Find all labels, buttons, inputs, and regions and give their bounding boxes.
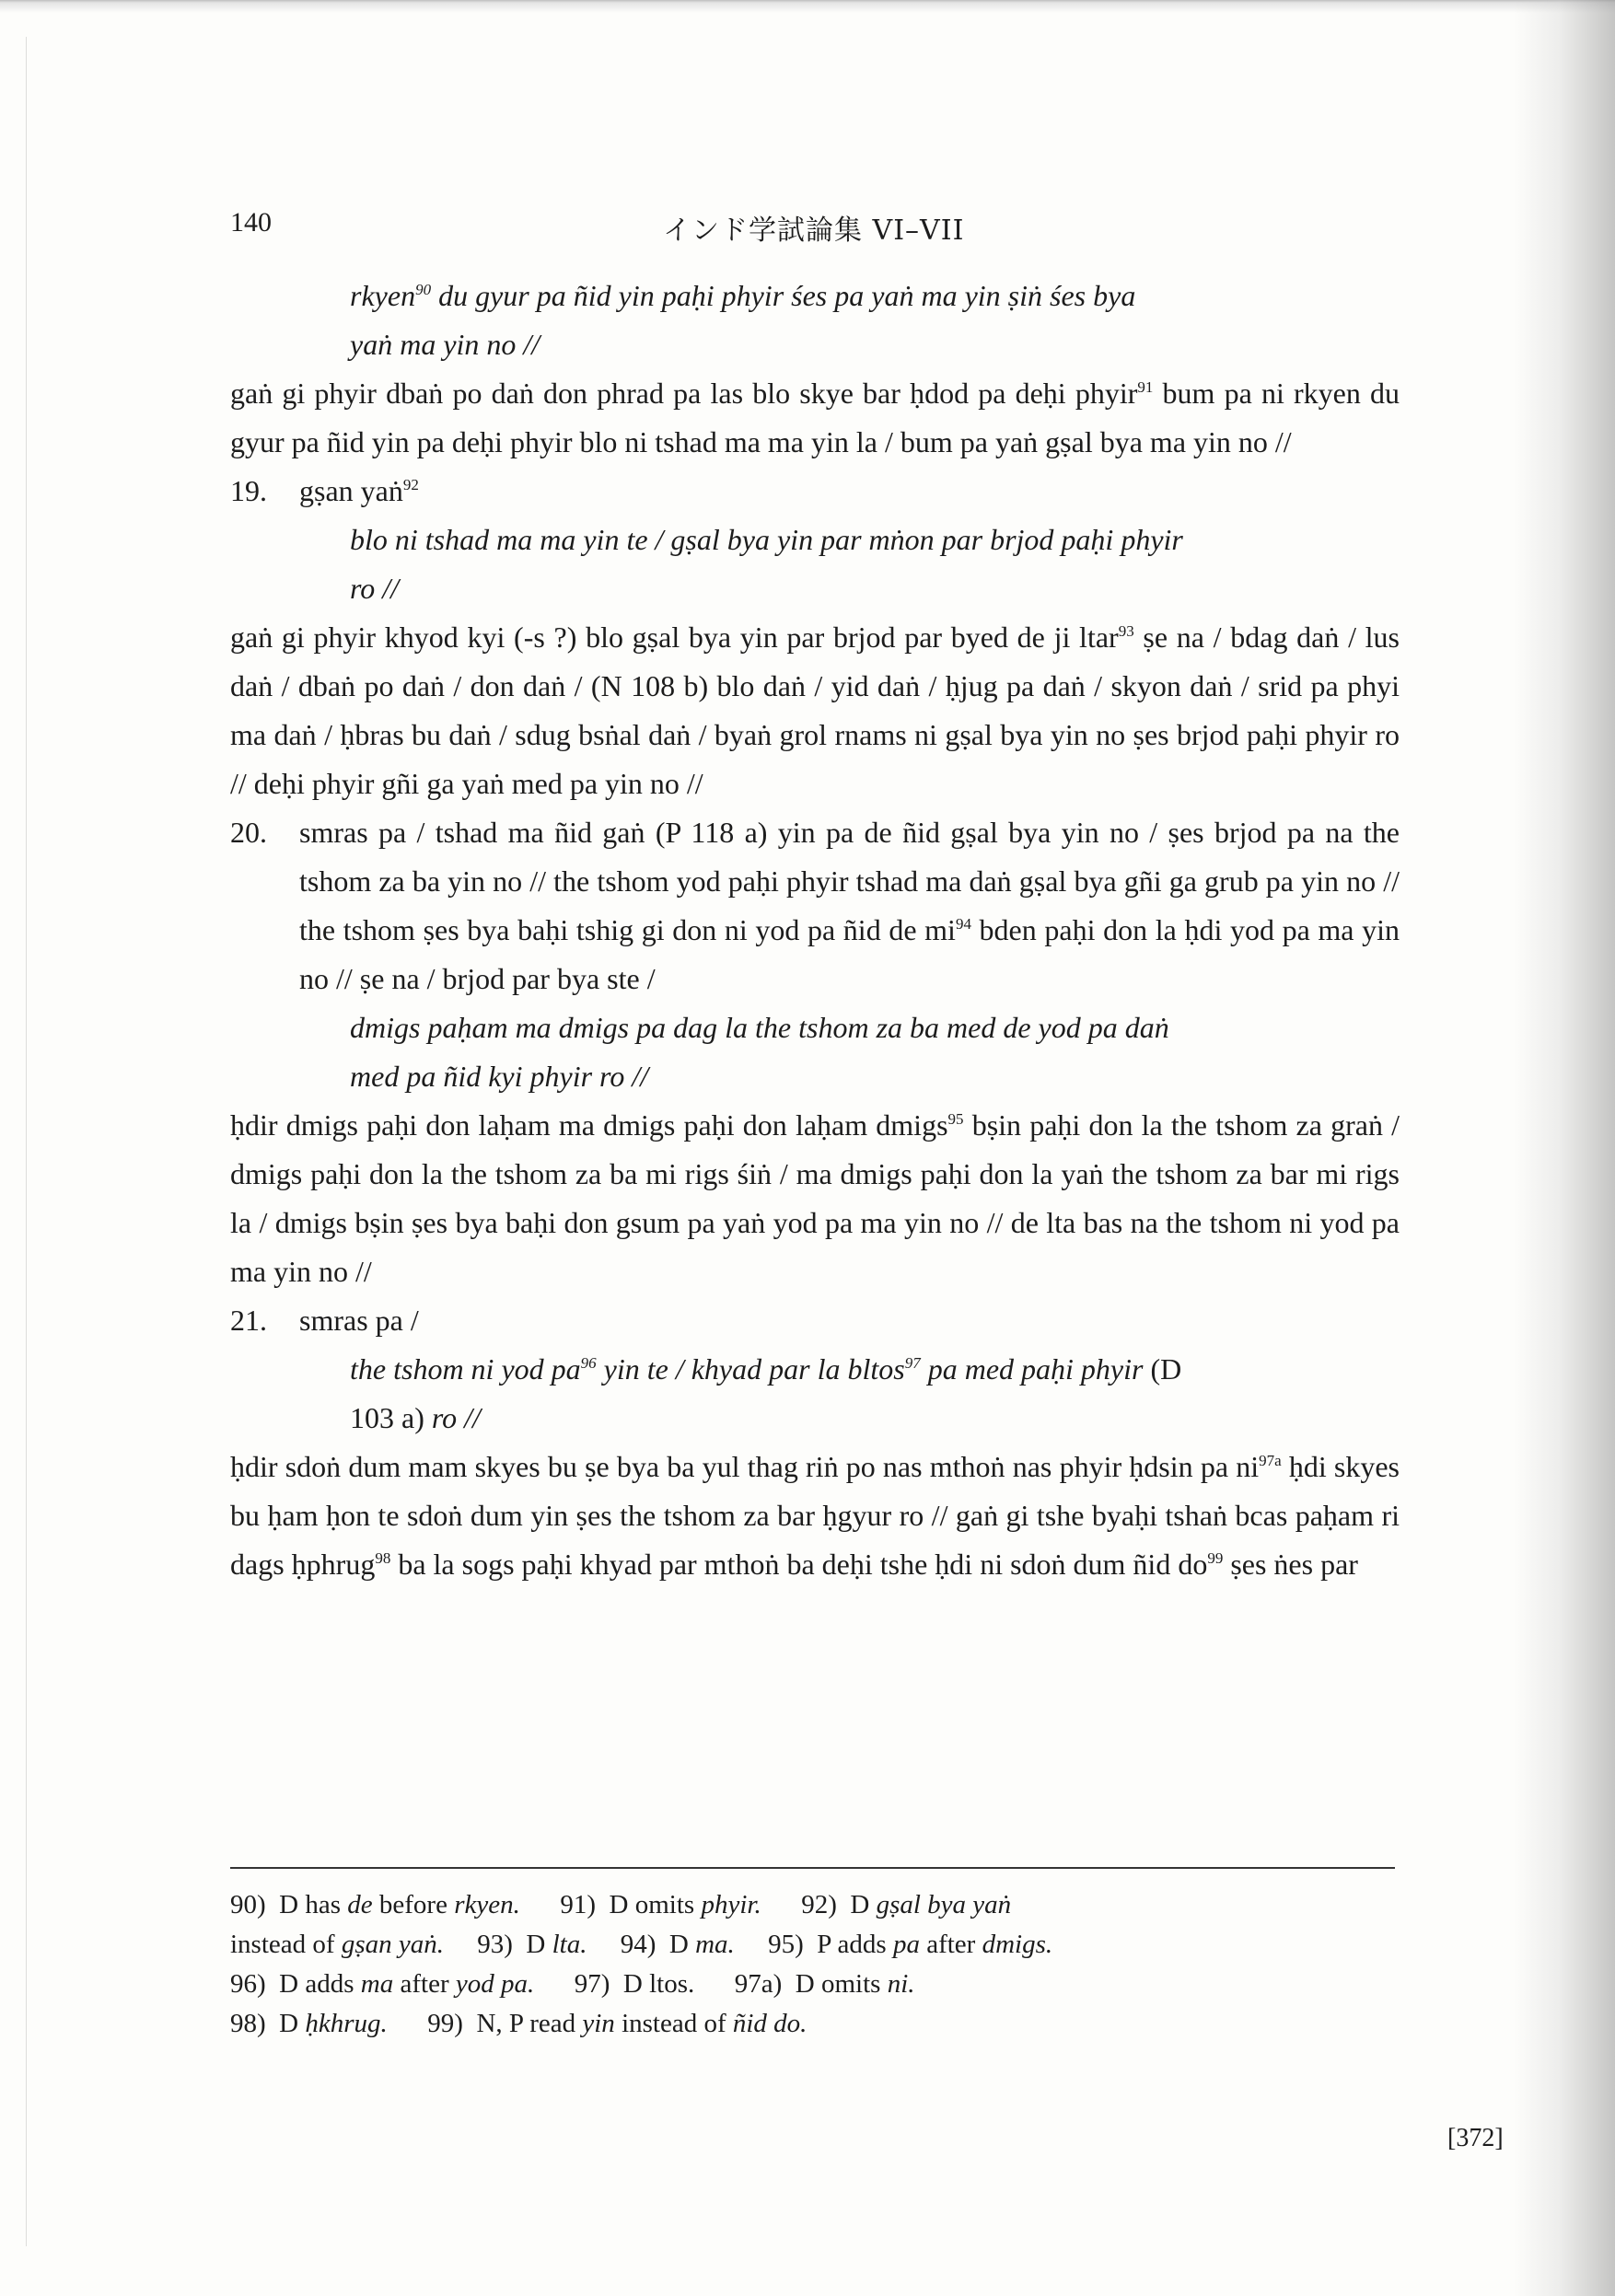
section-number: 20.: [230, 816, 267, 849]
verse-line: the tshom ni yod $pa^{96}$ yin te / khyad par la bltos$^{97}$ pa med paḥi phyir (D: [350, 1352, 1182, 1386]
footnote-96: 96) D adds ma after yod pa.: [230, 1969, 535, 1999]
footnote-line: [230, 1925, 1409, 1965]
verse-quote: [230, 1345, 1400, 1443]
footnote-line: [230, 2004, 1409, 2044]
verse-quote: [230, 272, 1400, 369]
running-title: インド学試論集 VI–VII: [663, 215, 965, 247]
footnote-rule: [230, 1867, 1395, 1869]
main-text: [230, 272, 1400, 1589]
scan-edge-left: [26, 37, 27, 2246]
footnote-91: 91) D omits phyir.: [560, 1890, 761, 1919]
footnote-line: [230, 1965, 1409, 2004]
verse-quote: [230, 516, 1400, 613]
footnote-ref[interactable]: 93: [1118, 622, 1134, 640]
footnote-ref[interactable]: 94: [955, 915, 971, 933]
footnote-92-cont: instead of gṣan yaṅ.: [230, 1930, 444, 1959]
folio-number: [372]: [1447, 2124, 1504, 2152]
footnote-99: 99) N, P read yin instead of ñid do.: [427, 2009, 808, 2038]
footnote-line: [230, 1885, 1409, 1925]
verse-line: med pa ñid kyi phyir ro //: [350, 1060, 649, 1093]
footnote-90: 90) D has de before rkyen.: [230, 1890, 520, 1919]
verse-line: rkyen$^{90}$ du gyur pa ñid yin paḥi phyir śes pa yaṅ ma yin ṣiṅ śes bya: [350, 279, 1136, 312]
commentary-paragraph: gaṅ gi phyir khyod kyi (-s ?) blo gṣal bya yin par brjod par byed de ji ltar$^{93}$ ṣe na / bdag daṅ / lus daṅ / dbaṅ po daṅ / don daṅ / (N 108 b) blo daṅ / yid daṅ / ḥjug pa daṅ / skyon daṅ / srid pa phyi ma daṅ / ḥbras bu daṅ / sdug bsṅal daṅ / byaṅ grol rnams ni gṣal bya yin no ṣes brjod paḥi phyir ro // deḥi phyir gñi ga yaṅ med pa yin no //: [230, 620, 1400, 800]
footnotes: [230, 1885, 1409, 2044]
verse-line: ro //: [350, 572, 400, 605]
footnote-92: 92) D gṣal bya yaṅ: [801, 1890, 1012, 1919]
footnote-93: 93) D lta.: [477, 1930, 587, 1959]
footnote-95: 95) P adds pa after dmigs.: [768, 1930, 1053, 1959]
section-number: 21.: [230, 1304, 267, 1337]
commentary-paragraph: gaṅ gi phyir dbaṅ po daṅ don phrad pa las blo skye bar ḥdod pa deḥi phyir$^{91}$ bum pa ni rkyen du gyur pa ñid yin pa deḥi phyir blo ni tshad ma ma yin la / bum pa yaṅ gṣal bya ma yin no //: [230, 377, 1400, 458]
page-number: 140: [230, 207, 272, 238]
footnote-ref[interactable]: 99: [1207, 1549, 1224, 1567]
footnote-94: 94) D ma.: [620, 1930, 735, 1959]
section-21: 21. smras pa /: [230, 1296, 1400, 1345]
section-number: 19.: [230, 474, 267, 507]
verse-line: dmigs paḥam ma dmigs pa dag la the tshom za ba med de yod pa daṅ: [350, 1011, 1169, 1044]
footnote-97a: 97a) D omits ni.: [734, 1969, 915, 1999]
footnote-98: 98) D ḥkhrug.: [230, 2009, 388, 2038]
footnote-ref[interactable]: 92: [402, 476, 419, 493]
footnote-ref[interactable]: 95: [947, 1110, 964, 1128]
footnote-ref[interactable]: 90: [415, 281, 432, 298]
scan-edge-top: [0, 0, 1615, 13]
footnote-ref[interactable]: 96: [580, 1354, 597, 1372]
section-19: 19. gṣan yaṅ$^{92}$: [230, 467, 1400, 516]
verse-quote: [230, 1003, 1400, 1101]
section-20: 20. smras pa / tshad ma ñid gaṅ (P 118 a) yin pa de ñid gṣal bya yin no / ṣes brjod pa na the tshom za ba yin no // the tshom yod paḥi phyir tshad ma daṅ gṣal bya gñi ga grub pa yin no // the tshom ṣes bya baḥi tshig gi don ni yod pa ñid de $mi^{94}$ bden paḥi don la ḥdi yod pa ma yin no // ṣe na / brjod par bya ste /: [230, 808, 1400, 1003]
footnote-ref[interactable]: 97: [904, 1354, 921, 1372]
verse-line: yaṅ ma yin no //: [350, 328, 540, 361]
footnote-97: 97) D ltos.: [574, 1969, 695, 1999]
scan-edge-right: [1514, 0, 1615, 2296]
footnote-ref[interactable]: 97a: [1259, 1452, 1282, 1469]
footnote-ref[interactable]: 98: [375, 1549, 391, 1567]
verse-line: blo ni tshad ma ma yin te / gṣal bya yin par mṅon par brjod paḥi phyir: [350, 523, 1183, 556]
footnote-ref[interactable]: 91: [1137, 378, 1154, 396]
verse-line: 103 a) ro //: [350, 1401, 481, 1434]
commentary-paragraph: ḥdir dmigs paḥi don laḥam ma dmigs paḥi don laḥam dmigs$^{95}$ bṣin paḥi don la the tshom za graṅ / dmigs paḥi don la the tshom za ba mi rigs śiṅ / ma dmigs paḥi don la yaṅ the tshom za bar mi rigs la / dmigs bṣin ṣes bya baḥi don gsum pa yaṅ yod pa ma yin no // de lta bas na the tshom ni yod pa ma yin no //: [230, 1108, 1400, 1288]
commentary-paragraph: ḥdir sdoṅ dum mam skyes bu ṣe bya ba yul thag riṅ po nas mthoṅ nas phyir ḥdsin pa $ni^{97a}$ ḥdi skyes bu ḥam ḥon te sdoṅ dum yin ṣes the tshom za bar ḥgyur ro // gaṅ gi tshe byaḥi tshaṅ bcas paḥam ri dags ḥphrug$^{98}$ ba la sogs paḥi khyad par mthoṅ ba deḥi tshe ḥdi ni sdoṅ dum ñid $do^{99}$ ṣes ṅes par: [230, 1450, 1400, 1581]
